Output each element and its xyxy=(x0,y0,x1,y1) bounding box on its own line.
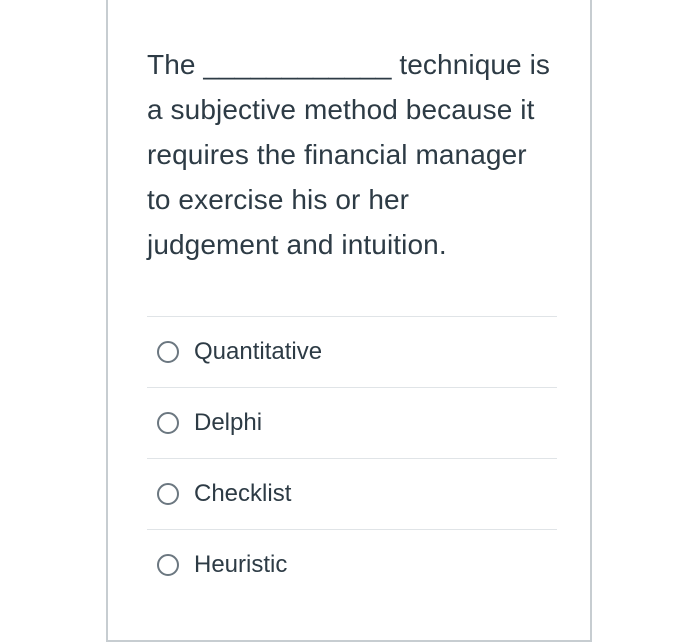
answer-list xyxy=(147,316,557,600)
answer-label: Delphi xyxy=(194,409,263,436)
question-line: The ____________ technique is xyxy=(147,49,551,80)
answer-option-heuristic[interactable] xyxy=(147,529,557,600)
answer-option-quantitative[interactable] xyxy=(147,316,557,387)
radio-button[interactable] xyxy=(157,483,179,505)
answer-label: Heuristic xyxy=(194,551,288,578)
question-line: to exercise his or her xyxy=(147,184,410,215)
question-text xyxy=(147,42,567,267)
radio-button[interactable] xyxy=(157,412,179,434)
radio-button[interactable] xyxy=(157,341,179,363)
radio-button[interactable] xyxy=(157,554,179,576)
answer-option-delphi[interactable] xyxy=(147,387,557,458)
question-card xyxy=(106,0,592,642)
question-line: a subjective method because it xyxy=(147,94,535,125)
question-line: requires the financial manager xyxy=(147,139,527,170)
question-line: judgement and intuition. xyxy=(147,229,447,260)
answer-label: Checklist xyxy=(194,480,292,507)
answer-option-checklist[interactable] xyxy=(147,458,557,529)
answer-label: Quantitative xyxy=(194,338,323,365)
